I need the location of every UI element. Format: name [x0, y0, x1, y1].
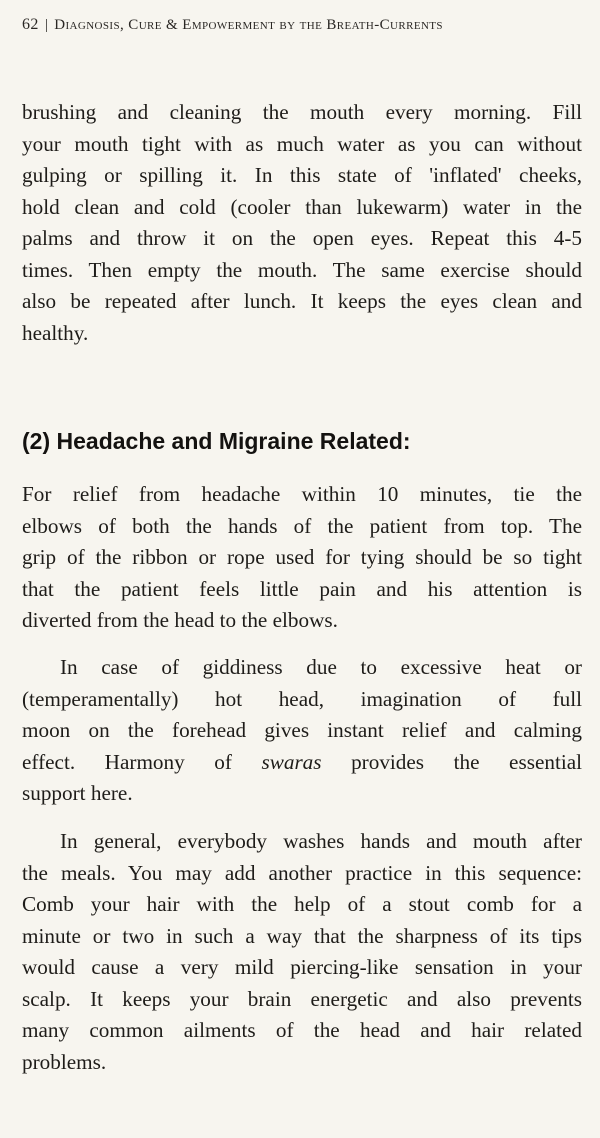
text-line: elbows of both the hands of the patient from top. The — [22, 513, 582, 538]
text-line: For relief from headache within 10 minutes, tie the — [22, 482, 582, 506]
text-line: that the patient feels little pain and his attention is — [22, 576, 582, 601]
text-line: Comb your hair with the help of a stout comb for a — [22, 892, 582, 916]
running-head — [22, 16, 582, 34]
text-line: In case of giddiness due to excessive heat or — [60, 655, 582, 679]
text-line: In general, everybody washes hands and mouth after — [60, 829, 582, 853]
text-line: also be repeated after lunch. It keeps the eyes clean and — [22, 289, 582, 313]
italic-term-swaras: swaras — [261, 749, 322, 774]
text-line: scalp. It keeps your brain energetic and also prevents — [22, 986, 582, 1011]
text-run: provides the essential — [321, 749, 583, 774]
text-line: gulping or spilling it. In this state of 'inflated' cheeks, — [22, 163, 582, 187]
text-line: hold clean and cold (cooler than lukewarm) water in the — [22, 194, 582, 219]
running-head-title: Diagnosis, Cure & Empowerment by the Breath-Currents — [54, 17, 443, 33]
page-number: 62 — [22, 16, 39, 33]
text-line: problems. — [22, 1049, 107, 1074]
paragraph-comb-practice — [22, 826, 582, 1078]
text-line — [22, 747, 582, 779]
text-line: many common ailments of the head and hair related — [22, 1018, 582, 1042]
text-line: (temperamentally) hot head, imagination of full — [22, 686, 582, 711]
text-line: palms and throw it on the open eyes. Repeat this 4-5 — [22, 226, 582, 250]
paragraph-giddiness — [22, 652, 582, 810]
text-run: effect. Harmony of — [22, 749, 262, 774]
text-line: minute or two in such a way that the sharpness of its tips — [22, 923, 582, 948]
text-line: the meals. You may add another practice in this sequence: — [22, 860, 582, 885]
text-line: times. Then empty the mouth. The same exercise should — [22, 257, 582, 282]
header-separator: | — [44, 17, 49, 33]
paragraph-eye-exercise — [22, 97, 582, 349]
text-line: healthy. — [22, 320, 89, 345]
text-line: would cause a very mild piercing-like sensation in your — [22, 955, 582, 979]
text-line: support here. — [22, 781, 133, 805]
text-line: brushing and cleaning the mouth every morning. Fill — [22, 100, 582, 124]
text-line: grip of the ribbon or rope used for tying should be so tight — [22, 545, 582, 569]
text-line: your mouth tight with as much water as you can without — [22, 131, 582, 156]
section-heading: (2) Headache and Migraine Related: — [22, 428, 411, 454]
text-line: moon on the forehead gives instant relief and calming — [22, 718, 582, 742]
text-line: diverted from the head to the elbows. — [22, 608, 338, 632]
paragraph-headache-relief — [22, 479, 582, 637]
